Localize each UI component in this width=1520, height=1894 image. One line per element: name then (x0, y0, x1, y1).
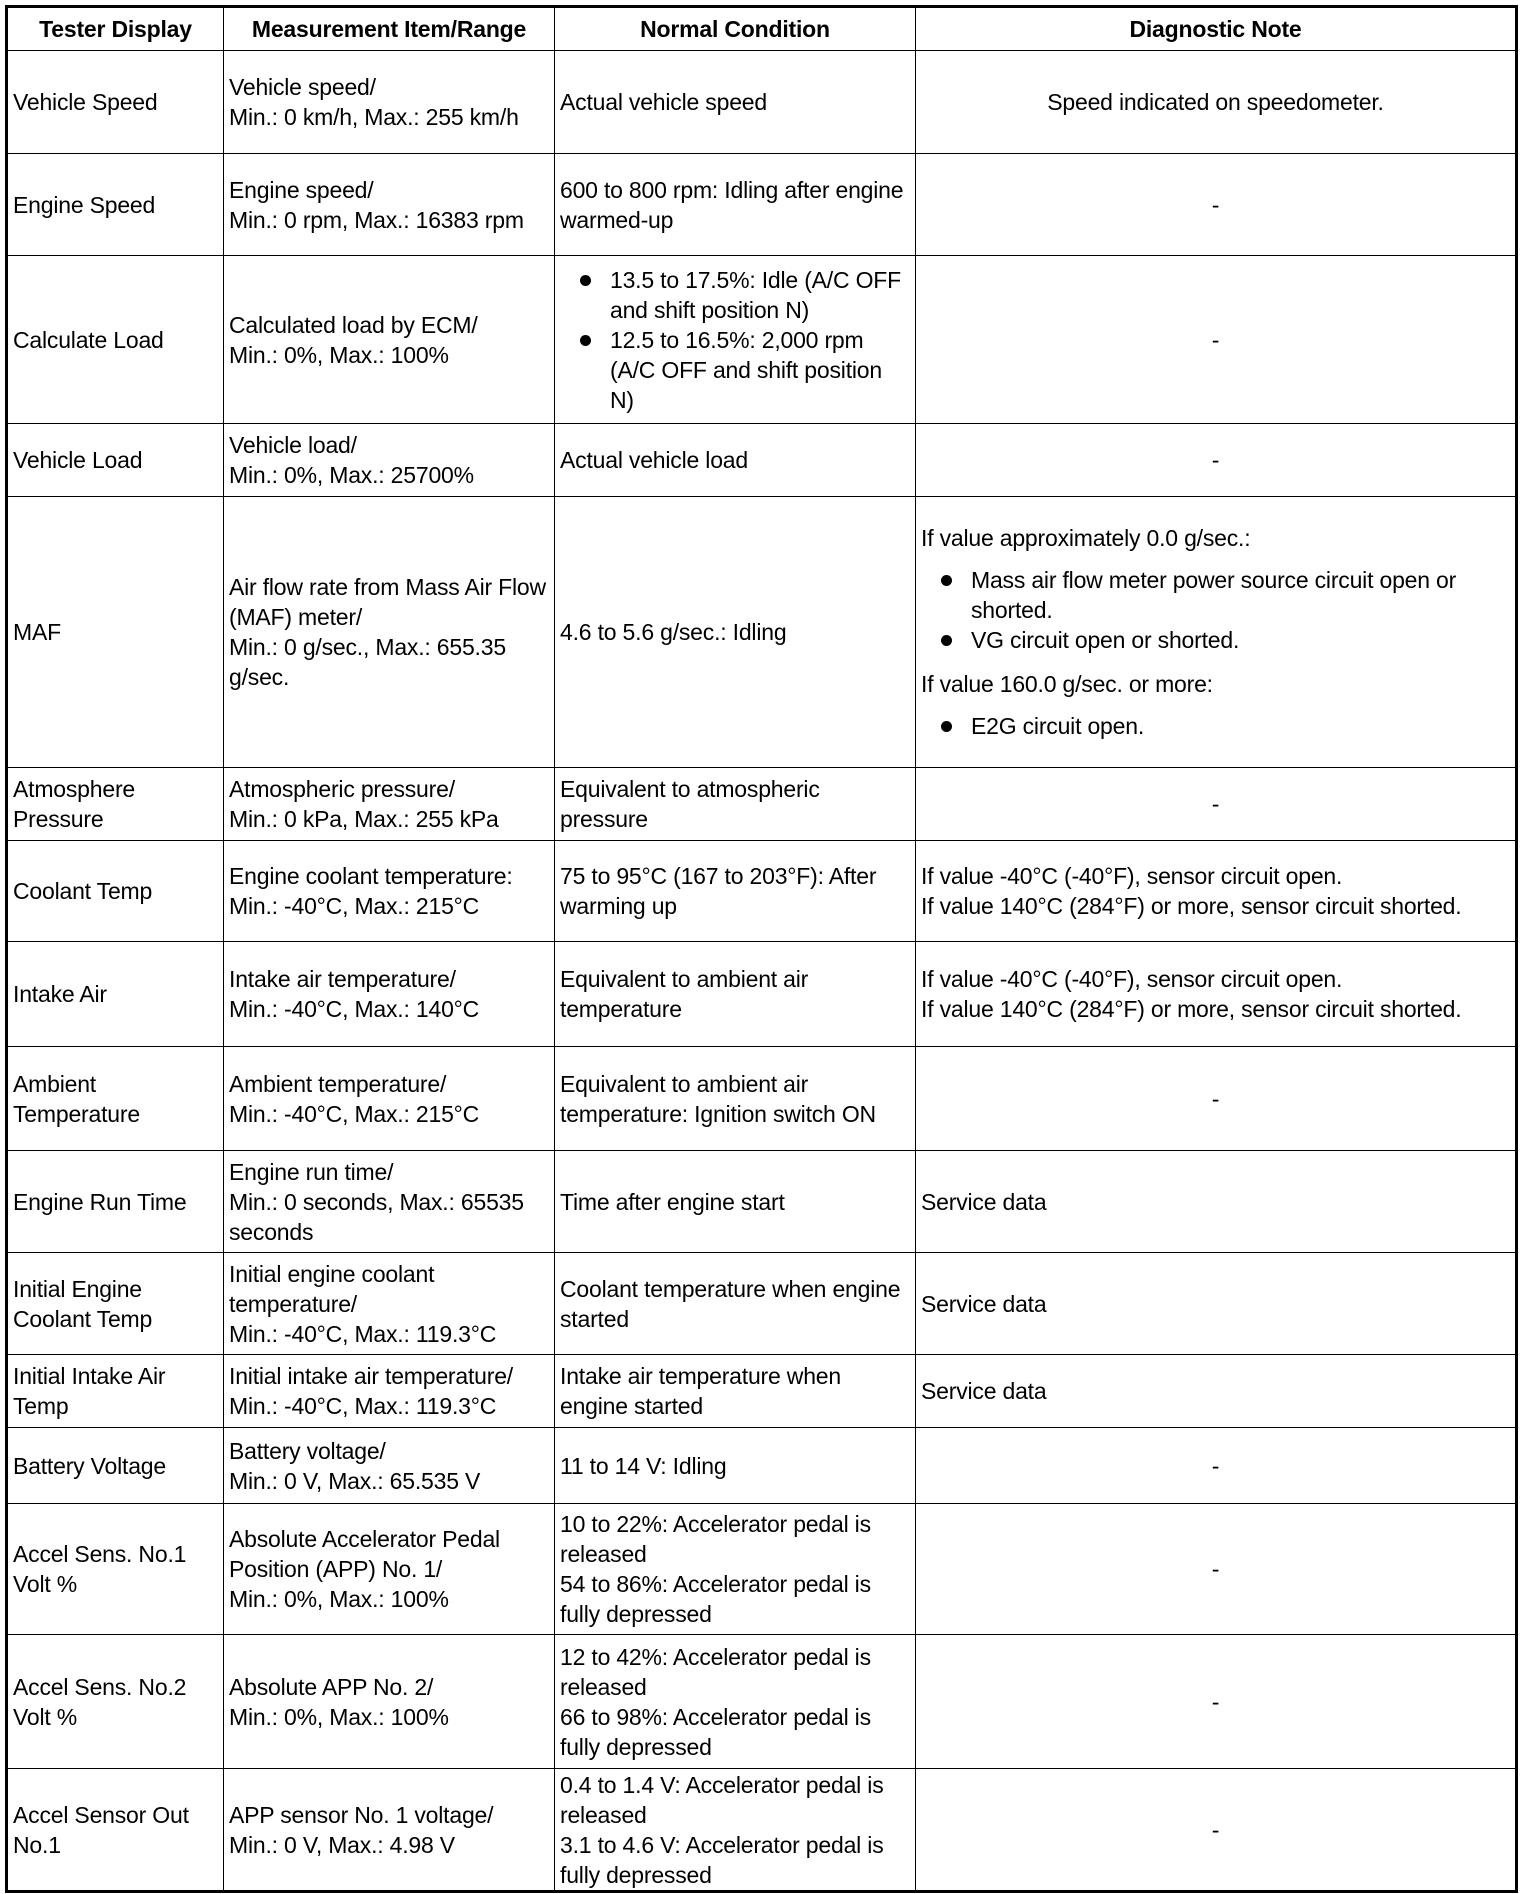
table-row (7, 768, 1517, 841)
measurement-range: Min.: -40°C, Max.: 119.3°C (229, 1320, 497, 1347)
normal-condition-cell (555, 1253, 916, 1355)
normal-condition-cell (555, 154, 916, 256)
normal-condition: 11 to 14 V: Idling (560, 1452, 727, 1479)
tester-display-cell (7, 1253, 224, 1355)
measurement-range: Min.: 0 g/sec., Max.: 655.35 g/sec. (229, 634, 506, 690)
tester-display-cell (7, 1504, 224, 1635)
table-row (7, 1428, 1517, 1504)
diagnostic-note-cell (916, 51, 1517, 154)
measurement-range: Absolute Accelerator Pedal Position (APP) No. 1/ (229, 1526, 500, 1582)
normal-condition-cell (555, 497, 916, 768)
bullet-list (560, 265, 910, 415)
bullet-item: 12.5 to 16.5%: 2,000 rpm (A/C OFF and shift position N) (610, 325, 910, 415)
diagnostic-note: If value 160.0 g/sec. or more: (921, 671, 1213, 697)
normal-condition-cell (555, 1428, 916, 1504)
measurement-range-cell (224, 942, 555, 1047)
tester-display-cell (7, 1769, 224, 1892)
diagnostic-note-cell (916, 424, 1517, 497)
measurement-range: Min.: 0 kPa, Max.: 255 kPa (229, 806, 499, 832)
tester-display: Battery Voltage (13, 1452, 166, 1479)
normal-condition-cell (555, 768, 916, 841)
diagnostic-note: - (1211, 1556, 1220, 1582)
measurement-range-cell (224, 256, 555, 424)
normal-condition: Time after engine start (560, 1188, 785, 1215)
tester-display-cell (7, 154, 224, 256)
table-row (7, 1253, 1517, 1355)
header-normal-condition: Normal Condition (555, 7, 916, 51)
measurement-range-cell (224, 424, 555, 497)
measurement-range: Min.: 0 seconds, Max.: 65535 seconds (229, 1188, 524, 1245)
tester-display-cell (7, 768, 224, 841)
header-diagnostic-note: Diagnostic Note (916, 7, 1517, 51)
diagnostic-note: If value 140°C (284°F) or more, sensor circuit shorted. (921, 893, 1462, 919)
diagnostic-note: - (1211, 1085, 1220, 1112)
measurement-range: Ambient temperature/ (229, 1070, 447, 1097)
measurement-range: Min.: 0 rpm, Max.: 16383 rpm (229, 206, 524, 233)
measurement-range: Min.: 0 V, Max.: 65.535 V (229, 1467, 481, 1494)
table-row (7, 942, 1517, 1047)
normal-condition: Actual vehicle load (560, 447, 748, 473)
normal-condition-cell (555, 1769, 916, 1892)
tester-display-cell (7, 1355, 224, 1428)
normal-condition-cell (555, 256, 916, 424)
normal-condition-cell (555, 1151, 916, 1253)
diagnostic-note: If value -40°C (-40°F), sensor circuit open. (921, 966, 1343, 992)
measurement-range: Min.: 0%, Max.: 100% (229, 1586, 449, 1612)
measurement-range: Engine run time/ (229, 1158, 394, 1185)
tester-display: Initial Engine Coolant Temp (13, 1275, 153, 1332)
measurement-range-cell (224, 1151, 555, 1253)
normal-condition-cell (555, 841, 916, 942)
tester-display-cell (7, 1428, 224, 1504)
tester-display-cell (7, 841, 224, 942)
measurement-range: Min.: 0 V, Max.: 4.98 V (229, 1831, 455, 1858)
normal-condition-cell (555, 1355, 916, 1428)
table-row (7, 256, 1517, 424)
measurement-range: Min.: 0%, Max.: 100% (229, 341, 449, 368)
measurement-range: Min.: -40°C, Max.: 119.3°C (229, 1393, 497, 1419)
measurement-range: Engine speed/ (229, 176, 374, 203)
measurement-range: APP sensor No. 1 voltage/ (229, 1801, 494, 1828)
tester-display: Engine Speed (13, 191, 156, 218)
measurement-range: Min.: -40°C, Max.: 215°C (229, 1100, 480, 1127)
normal-condition: Coolant temperature when engine started (560, 1275, 901, 1332)
measurement-range-cell (224, 497, 555, 768)
measurement-range-cell (224, 768, 555, 841)
tester-display-cell (7, 51, 224, 154)
table-row (7, 1635, 1517, 1769)
tester-display: Vehicle Speed (13, 89, 158, 115)
normal-condition: Equivalent to ambient air temperature (560, 966, 809, 1022)
measurement-range: Min.: 0%, Max.: 100% (229, 1703, 449, 1730)
table-row (7, 841, 1517, 942)
bullet-item: VG circuit open or shorted. (971, 625, 1510, 655)
tester-display: Ambient Temperature (13, 1070, 140, 1127)
normal-condition-cell (555, 51, 916, 154)
measurement-range-cell (224, 51, 555, 154)
tester-display-cell (7, 256, 224, 424)
normal-condition: 54 to 86%: Accelerator pedal is fully depressed (560, 1571, 871, 1627)
diagnostic-note-cell (916, 1504, 1517, 1635)
diagnostic-note: If value -40°C (-40°F), sensor circuit open. (921, 863, 1343, 889)
measurement-range: Calculated load by ECM/ (229, 311, 478, 338)
normal-condition: 3.1 to 4.6 V: Accelerator pedal is fully depressed (560, 1831, 884, 1888)
tester-display: Calculate Load (13, 326, 164, 353)
diagnostic-note: - (1211, 1688, 1220, 1715)
tester-display-cell (7, 1151, 224, 1253)
measurement-range: Min.: -40°C, Max.: 215°C (229, 893, 480, 919)
diagnostic-note: - (1211, 1816, 1220, 1843)
diagnostic-note-cell (916, 256, 1517, 424)
normal-condition: 10 to 22%: Accelerator pedal is released (560, 1511, 871, 1567)
normal-condition: 75 to 95°C (167 to 203°F): After warming up (560, 863, 877, 919)
diagnostic-note: Service data (921, 1378, 1047, 1404)
measurement-range: Atmospheric pressure/ (229, 776, 455, 802)
header-tester-display: Tester Display (7, 7, 224, 51)
measurement-range: Engine coolant temperature: (229, 863, 513, 889)
diagnostic-note-cell (916, 1253, 1517, 1355)
bullet-item: 13.5 to 17.5%: Idle (A/C OFF and shift position N) (610, 265, 910, 325)
measurement-range: Min.: -40°C, Max.: 140°C (229, 996, 480, 1022)
measurement-range: Absolute APP No. 2/ (229, 1673, 434, 1700)
diagnostic-note: - (1211, 326, 1220, 353)
normal-condition: Intake air temperature when engine started (560, 1363, 841, 1419)
normal-condition-cell (555, 942, 916, 1047)
normal-condition: 12 to 42%: Accelerator pedal is released (560, 1643, 871, 1700)
measurement-range: Air flow rate from Mass Air Flow (MAF) meter/ (229, 574, 546, 630)
tester-display-cell (7, 497, 224, 768)
diagnostic-note-cell (916, 154, 1517, 256)
diagnostic-note: If value 140°C (284°F) or more, sensor circuit shorted. (921, 996, 1462, 1022)
diagnostic-note: Service data (921, 1188, 1047, 1215)
tester-display: Coolant Temp (13, 878, 153, 904)
header-measurement-item: Measurement Item/Range (224, 7, 555, 51)
normal-condition: Equivalent to ambient air temperature: Ignition switch ON (560, 1070, 876, 1127)
measurement-range: Battery voltage/ (229, 1437, 386, 1464)
measurement-range: Vehicle load/ (229, 432, 357, 458)
tester-display: Vehicle Load (13, 447, 143, 473)
table-row (7, 1355, 1517, 1428)
diagnostic-note: - (1211, 191, 1220, 218)
diagnostic-note: Service data (921, 1290, 1047, 1317)
tester-display: Accel Sensor Out No.1 (13, 1801, 189, 1858)
normal-condition-cell (555, 1635, 916, 1769)
measurement-range-cell (224, 1047, 555, 1151)
tester-display: Accel Sens. No.2 Volt % (13, 1673, 187, 1730)
diagnostic-note-cell (916, 768, 1517, 841)
table-row (7, 154, 1517, 256)
diagnostic-note-cell (916, 1769, 1517, 1892)
table-row (7, 1504, 1517, 1635)
measurement-range-cell (224, 154, 555, 256)
bullet-list (921, 711, 1510, 741)
measurement-range-cell (224, 1428, 555, 1504)
normal-condition-cell (555, 1504, 916, 1635)
table-row (7, 497, 1517, 768)
measurement-range-cell (224, 1253, 555, 1355)
diagnostic-note-cell (916, 497, 1517, 768)
measurement-range-cell (224, 841, 555, 942)
tester-display: Accel Sens. No.1 Volt % (13, 1541, 187, 1597)
bullet-item: E2G circuit open. (971, 711, 1510, 741)
table-row (7, 1047, 1517, 1151)
normal-condition: 66 to 98%: Accelerator pedal is fully depressed (560, 1703, 871, 1760)
tester-display-cell (7, 424, 224, 497)
tester-display-cell (7, 942, 224, 1047)
diagnostic-note-cell (916, 1428, 1517, 1504)
table-row (7, 424, 1517, 497)
tester-display: Engine Run Time (13, 1188, 187, 1215)
normal-condition: Equivalent to atmospheric pressure (560, 776, 820, 832)
measurement-range-cell (224, 1504, 555, 1635)
measurement-range: Vehicle speed/ (229, 74, 376, 100)
diagnostic-note: If value approximately 0.0 g/sec.: (921, 525, 1251, 551)
measurement-range: Initial intake air temperature/ (229, 1363, 513, 1389)
normal-condition: 600 to 800 rpm: Idling after engine warmed-up (560, 176, 904, 233)
diagnostic-note: - (1211, 1452, 1220, 1479)
tester-display: MAF (13, 619, 61, 645)
measurement-range-cell (224, 1635, 555, 1769)
diagnostic-note-cell (916, 1047, 1517, 1151)
measurement-range: Min.: 0 km/h, Max.: 255 km/h (229, 104, 519, 130)
table-row (7, 1769, 1517, 1892)
measurement-range: Initial engine coolant temperature/ (229, 1260, 435, 1317)
measurement-range-cell (224, 1355, 555, 1428)
table-row (7, 1151, 1517, 1253)
diagnostic-note: Speed indicated on speedometer. (1047, 89, 1384, 115)
normal-condition-cell (555, 424, 916, 497)
data-monitor-table (5, 5, 1518, 1893)
normal-condition: 4.6 to 5.6 g/sec.: Idling (560, 619, 787, 645)
tester-display-cell (7, 1635, 224, 1769)
diagnostic-note-cell (916, 942, 1517, 1047)
tester-display: Atmosphere Pressure (13, 776, 136, 832)
normal-condition: 0.4 to 1.4 V: Accelerator pedal is released (560, 1771, 884, 1828)
normal-condition: Actual vehicle speed (560, 89, 767, 115)
tester-display-cell (7, 1047, 224, 1151)
header-row (7, 7, 1517, 51)
bullet-item: Mass air flow meter power source circuit open or shorted. (971, 565, 1510, 625)
diagnostic-note-cell (916, 1355, 1517, 1428)
measurement-range: Intake air temperature/ (229, 966, 456, 992)
diagnostic-note-cell (916, 841, 1517, 942)
diagnostic-note-cell (916, 1635, 1517, 1769)
measurement-range: Min.: 0%, Max.: 25700% (229, 462, 474, 488)
diagnostic-note-cell (916, 1151, 1517, 1253)
diagnostic-note: - (1211, 447, 1220, 473)
diagnostic-note: - (1211, 791, 1220, 817)
bullet-list (921, 565, 1510, 655)
table-row (7, 51, 1517, 154)
measurement-range-cell (224, 1769, 555, 1892)
tester-display: Initial Intake Air Temp (13, 1363, 166, 1419)
normal-condition-cell (555, 1047, 916, 1151)
tester-display: Intake Air (13, 981, 107, 1007)
